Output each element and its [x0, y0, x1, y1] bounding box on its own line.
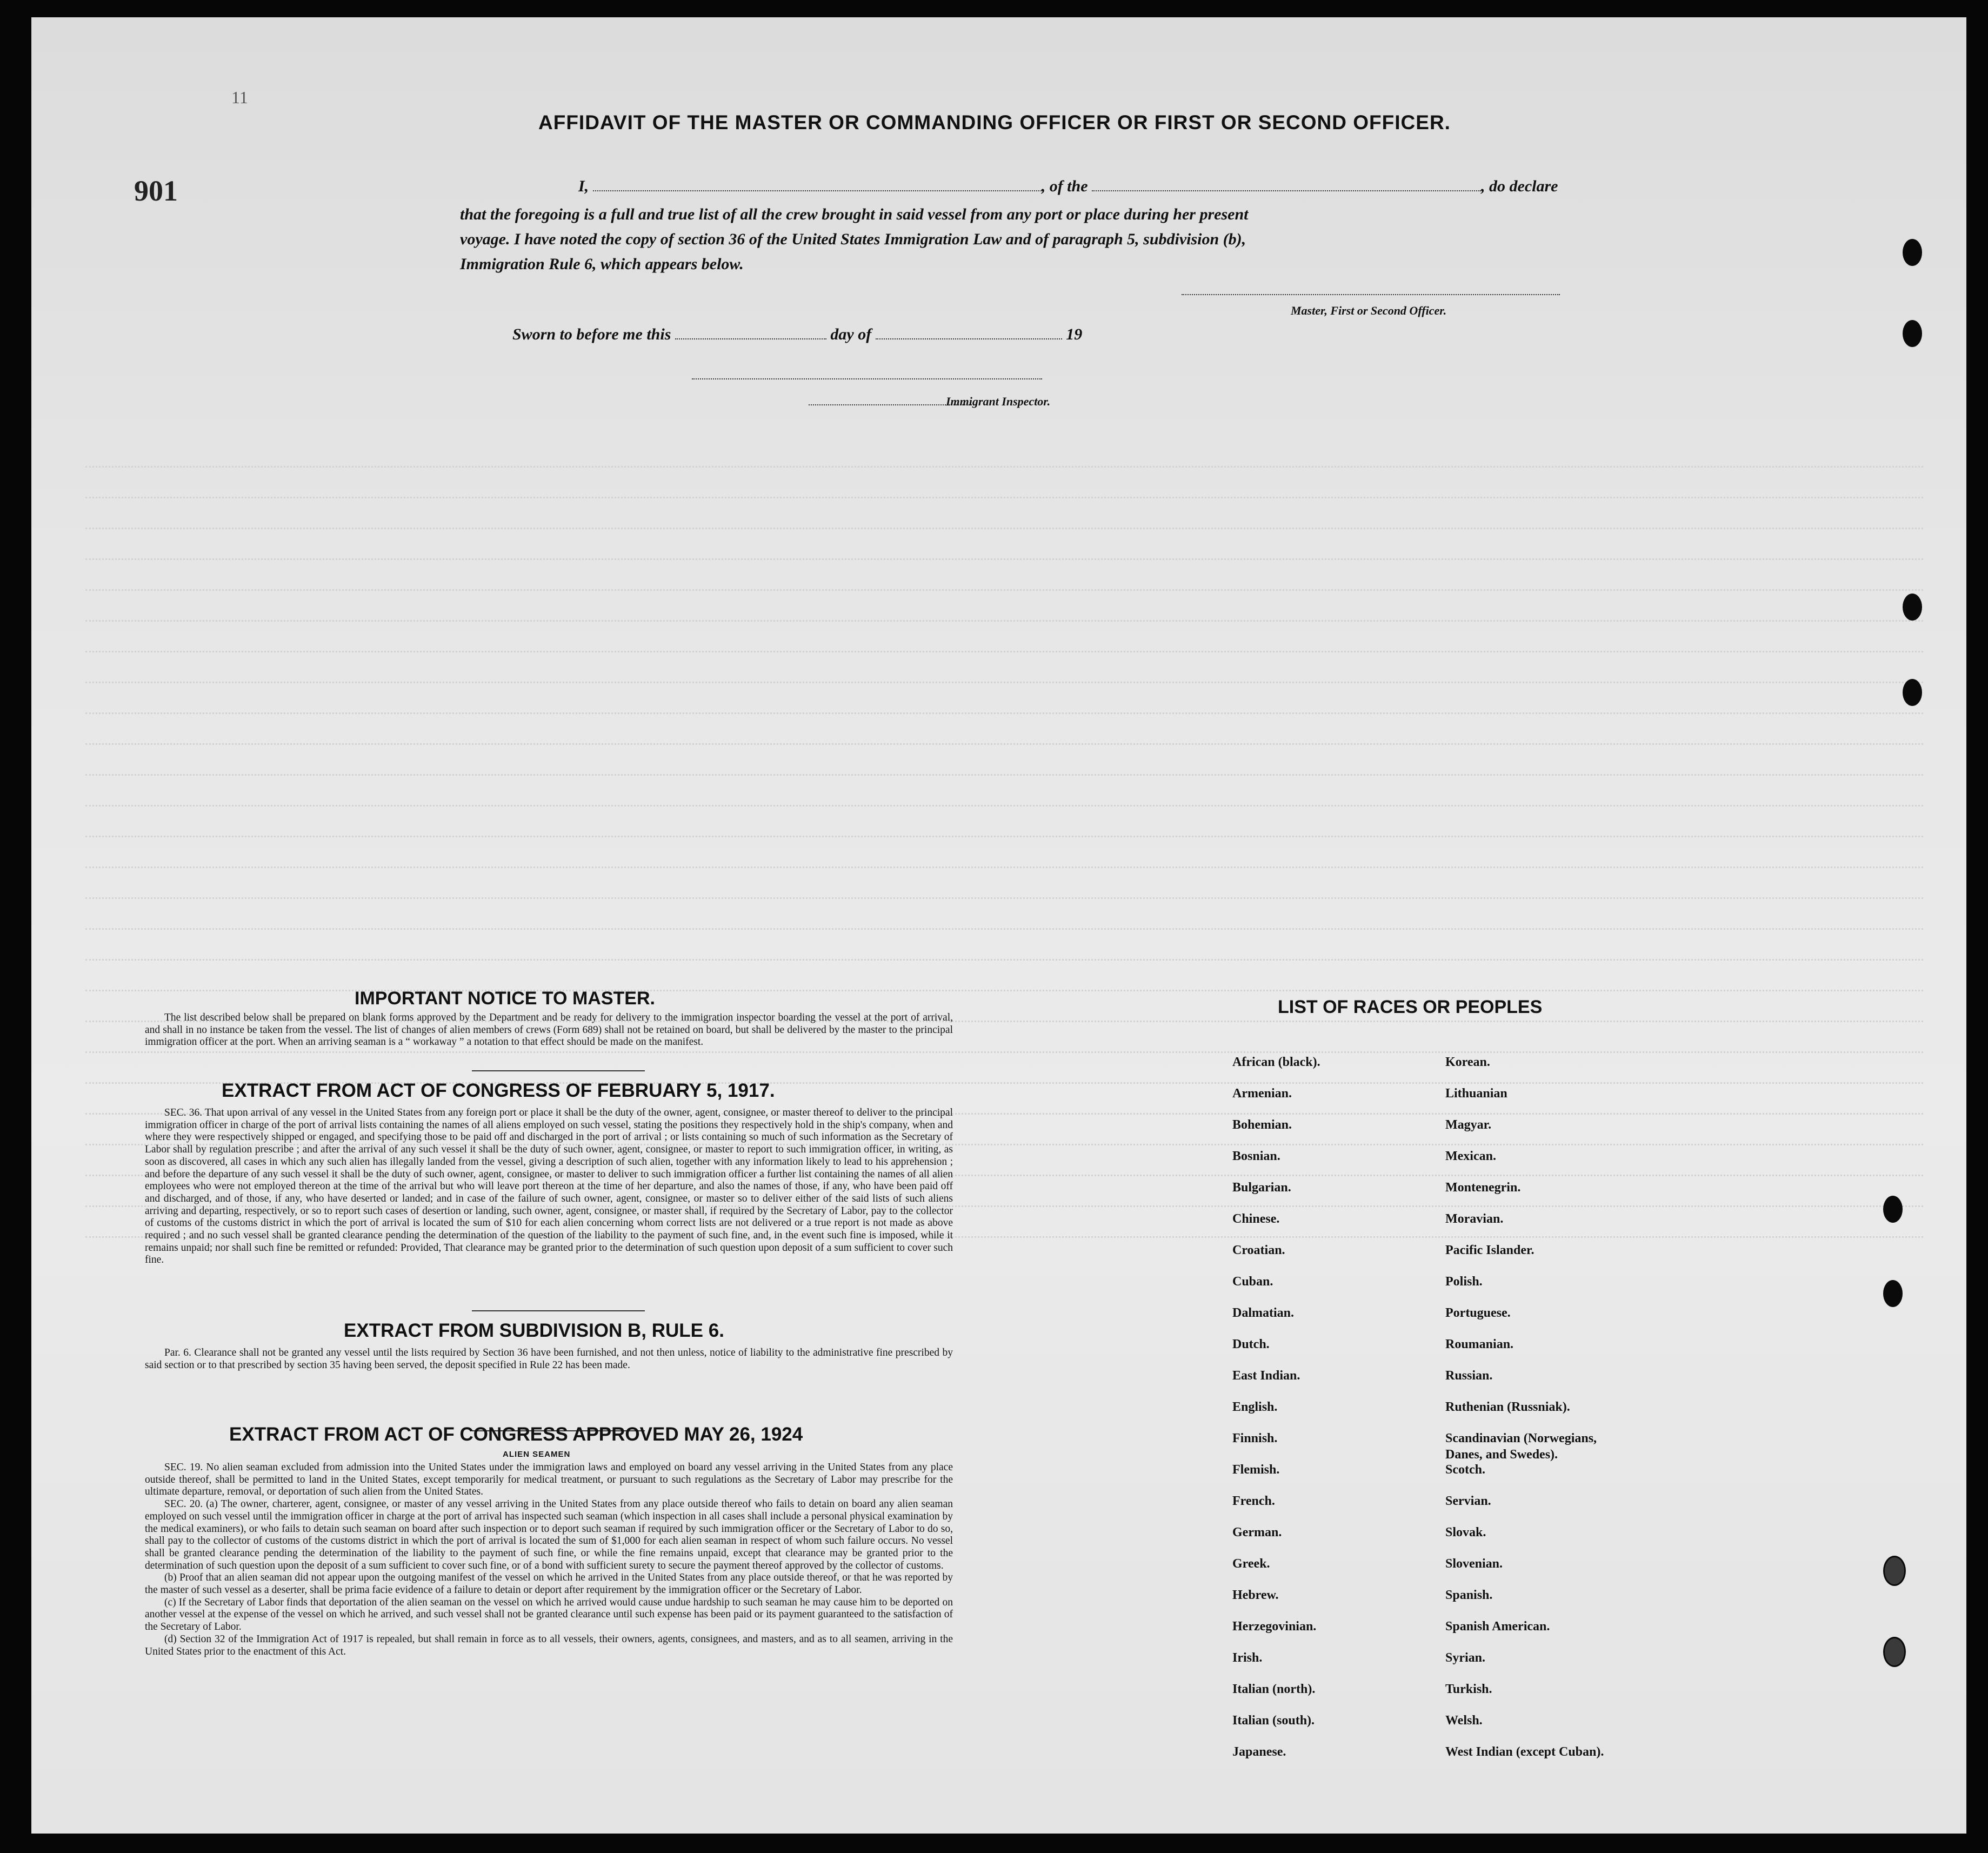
year-prefix: 19 [1066, 325, 1083, 343]
race-item: Lithuanian [1445, 1087, 1507, 1101]
affidavit-of-the: , of the [1041, 177, 1088, 195]
race-item: Japanese. [1232, 1745, 1286, 1759]
inspector-signature-label: Immigrant Inspector. [946, 395, 1051, 408]
bleed-through-row [85, 573, 1923, 591]
binder-hole [1883, 1280, 1903, 1307]
sworn-month-blank[interactable] [876, 338, 1062, 339]
affidavit-do-declare: , do declare [1481, 177, 1558, 195]
affidavit-i: I, [578, 177, 589, 195]
race-item: Roumanian. [1445, 1337, 1514, 1351]
bleed-through-row [85, 850, 1923, 868]
race-item: Cuban. [1232, 1275, 1273, 1289]
race-item: Italian (north). [1232, 1682, 1316, 1696]
bleed-through-row [85, 789, 1923, 806]
rule-6-title: EXTRACT FROM SUBDIVISION B, RULE 6. [344, 1320, 724, 1341]
race-item: Servian. [1445, 1494, 1491, 1508]
race-item: Dutch. [1232, 1337, 1270, 1351]
extract-1917-text [145, 1107, 953, 1267]
race-item: Irish. [1232, 1651, 1263, 1665]
races-list-right [1445, 1047, 1604, 1768]
race-item: Spanish American. [1445, 1619, 1550, 1634]
alien-seamen-subtitle: ALIEN SEAMEN [503, 1450, 571, 1459]
race-item: Flemish. [1232, 1463, 1280, 1477]
bleed-through-row [85, 881, 1923, 899]
race-item: Portuguese. [1445, 1306, 1511, 1320]
race-item: Pacific Islander. [1445, 1243, 1535, 1257]
binder-hole [1903, 679, 1922, 706]
inspector-extra-line [692, 378, 1042, 379]
binder-hole [1903, 239, 1922, 266]
race-item: Herzegovinian. [1232, 1619, 1317, 1634]
section-36-text: That upon arrival of any vessel in the United States from any foreign port or place it shall be the duty of the owner, agent, consignee, or master thereof to deliver to the principal immigration officer in charge of the port of arrival lists containing the names of all aliens employed on such vessel, stating the positions they respectively hold in the ship's company, when and where they were respectively shipped or engaged, and specifying those to be paid off and discharged in the port of arrival ; or lists containing so much of such information as the Secretary of Labor shall by regulation prescribe ; and after the arrival of any such vessel it shall be the duty of such owner, agent, consignee, or master to report to such immigration officer, in writing, as soon as discovered, all cases in which any such alien has illegally landed from the vessel, giving a description of such alien, together with any information likely to lead to his apprehension ; and before the departure of any such vessel it shall be the duty of such owner, agent, consignee, or master to deliver to such immigration officer a further list containing the names of all alien employees who were not employed thereon at the time of the arrival but who will leave port thereon at the time of her departure, and also the names of those, if any, who have been paid off and discharged, and of those, if any, who have deserted or landed; and in case of the failure of such owner, agent, consignee, or master so to deliver either of the said lists of such aliens arriving and departing, respectively, or so to report such cases of desertion or landing, such owner, agent, consignee, or master shall, if required by the Secretary of Labor, pay to the collector of customs of the customs district in which the port of arrival is located the sum of $10 for each alien concerning whom correct lists are not delivered or a true report is not made as above required ; and no such vessel shall be granted clearance pending the determination of the question of the liability to the payment of such fine, and, in the event such fine is imposed, while it remains unpaid; nor shall such fine be remitted or refunded: Provided, That clearance may be granted prior to the determination of such question upon deposit of a sum sufficient to cover such fine. [145, 1107, 953, 1266]
bleed-through-row [85, 727, 1923, 745]
race-item: African (black). [1232, 1055, 1320, 1069]
bleed-through-row [85, 511, 1923, 529]
bleed-through-row [85, 604, 1923, 622]
bleed-through-row [85, 943, 1923, 961]
vessel-name-blank[interactable] [1092, 190, 1481, 191]
notice-text: The list described below shall be prepared on blank forms approved by the Department and be ready for delivery to the immigration inspector boarding the vessel at the port of arrival, and shall in no instance be taken from the vessel. The list of changes of alien members of crews (Form 689) shall not be retained on board, but shall be delivered by the master to the principal immigration officer at the port. When an arriving seaman is a “ workaway ” a notation to that effect should be made on the manifest. [145, 1012, 953, 1048]
race-item: Syrian. [1445, 1651, 1486, 1665]
race-item: Russian. [1445, 1369, 1493, 1383]
race-item: Greek. [1232, 1557, 1270, 1571]
form-sheet [31, 17, 1966, 1834]
rule-6-text: Par. 6. Clearance shall not be granted any vessel until the lists required by Section 36 have been furnished, and not then unless, notice of liability to the administrative fine prescribed by said section or to that prescribed by section 35 having been served, the deposit specified in Rule 22 has been made. [145, 1347, 953, 1371]
divider [472, 1070, 645, 1071]
race-item: Hebrew. [1232, 1588, 1279, 1602]
race-item: Scandinavian (Norwegians, Danes, and Swedes). [1445, 1431, 1597, 1462]
race-item: Slovenian. [1445, 1557, 1503, 1571]
race-item: Armenian. [1232, 1087, 1292, 1101]
bleed-through-row [85, 912, 1923, 930]
races-list-left [1232, 1047, 1320, 1768]
sworn-line [512, 325, 1082, 344]
race-item: English. [1232, 1400, 1278, 1414]
notice-title: IMPORTANT NOTICE TO MASTER. [355, 988, 655, 1009]
binder-hole [1903, 594, 1922, 621]
race-item: East Indian. [1232, 1369, 1300, 1383]
section-36-label: SEC. 36. [164, 1107, 203, 1118]
bleed-through-row [85, 481, 1923, 498]
race-item: Welsh. [1445, 1714, 1483, 1728]
extract-1924-title: EXTRACT FROM ACT OF CONGRESS APPROVED MAY 26, 1924 [229, 1424, 803, 1445]
race-item: West Indian (except Cuban). [1445, 1745, 1604, 1759]
race-item: Ruthenian (Russniak). [1445, 1400, 1570, 1414]
affidavit-line-3: voyage. I have noted the copy of section 36 of the United States Immigration Law and of paragraph 5, subdivision (b), [460, 230, 1246, 248]
bleed-through-row [85, 635, 1923, 652]
section-20a-text: SEC. 20. (a) The owner, charterer, agent, consignee, or master of any vessel arriving in the United States from any place outside thereof who fails to detain on board any alien seaman employed on such vessel until the immigration officer in charge at the port of arrival has inspected such seaman (which inspection in all cases shall include a personal physical examination by the medical examiners), or who fails to detain such seaman on board after such inspection or to deport such seaman if required by such immigration officer or the Secretary of Labor to do so, shall pay to the collector of customs of the customs district in which the port of arrival is located the sum of $1,000 for each alien seaman in respect of whom such failure occurs. No vessel shall be granted clearance pending the determination of the liability to the payment of such fine, or while the fine remains unpaid, except that clearance may be granted prior to the determination of such question upon the deposit of a sum sufficient to cover such fine, or of a bond with sufficient surety to secure the payment thereof approved by the collector of customs. [145, 1498, 953, 1571]
master-signature-line[interactable] [1182, 294, 1560, 295]
binder-hole [1883, 1556, 1906, 1586]
extract-1917-title: EXTRACT FROM ACT OF CONGRESS OF FEBRUARY 5, 1917. [222, 1080, 775, 1101]
races-title: LIST OF RACES OR PEOPLES [1278, 997, 1543, 1017]
race-item: Scotch. [1445, 1463, 1485, 1477]
section-20b-text: (b) Proof that an alien seaman did not appear upon the outgoing manifest of the vessel on which he arrived in the United States from any place outside thereof, or that he was reported by the master of such vessel as a deserter, shall be prima facie evidence of a failure to detain or deport after requirement by the immigration officer or the Secretary of Labor. [145, 1572, 953, 1596]
race-item: Turkish. [1445, 1682, 1492, 1696]
section-19-text: SEC. 19. No alien seaman excluded from admission into the United States under the immigration laws and employed on board any vessel arriving in the United States from any place outside thereof, shall be permitted to land in the United States, except temporarily for medical treatment, or pursuant to such regulations as the Secretary of Labor may prescribe for the ultimate departure, removal, or deportation of such alien from the United States. [145, 1462, 953, 1498]
day-of-text: day of [830, 325, 872, 343]
race-item: Magyar. [1445, 1118, 1492, 1132]
race-item: Bulgarian. [1232, 1181, 1291, 1195]
affidavit-title: AFFIDAVIT OF THE MASTER OR COMMANDING OFFICER OR FIRST OR SECOND OFFICER. [538, 111, 1451, 134]
race-item: Moravian. [1445, 1212, 1504, 1226]
bleed-through-row [85, 696, 1923, 714]
race-item: Croatian. [1232, 1243, 1285, 1257]
race-item: Mexican. [1445, 1149, 1496, 1163]
race-item: Chinese. [1232, 1212, 1280, 1226]
binder-hole [1883, 1637, 1906, 1667]
bleed-through-row [85, 542, 1923, 560]
sworn-text: Sworn to before me this [512, 325, 671, 343]
corner-stamp: 11 [231, 88, 248, 107]
race-item: Bohemian. [1232, 1118, 1292, 1132]
sworn-day-blank[interactable] [675, 338, 826, 339]
race-item: Montenegrin. [1445, 1181, 1521, 1195]
race-item: German. [1232, 1525, 1282, 1539]
section-20d-text: (d) Section 32 of the Immigration Act of 1917 is repealed, but shall remain in force as to all vessels, their owners, agents, consignees, and masters, and as to all seamen, arriving in the United States prior to the enactment of this Act. [145, 1633, 953, 1657]
race-item: Korean. [1445, 1055, 1490, 1069]
divider [472, 1310, 645, 1311]
race-item: Bosnian. [1232, 1149, 1280, 1163]
race-item: Slovak. [1445, 1525, 1486, 1539]
extract-1924-text [145, 1462, 953, 1658]
master-signature-label: Master, First or Second Officer. [1291, 304, 1447, 317]
race-item: Polish. [1445, 1275, 1483, 1289]
bleed-through-row [85, 450, 1923, 468]
race-item: Finnish. [1232, 1431, 1278, 1445]
master-name-blank[interactable] [593, 190, 1042, 191]
race-item: Italian (south). [1232, 1714, 1315, 1728]
bleed-through-row [85, 819, 1923, 837]
race-item: Spanish. [1445, 1588, 1493, 1602]
binder-hole [1903, 320, 1922, 347]
section-20c-text: (c) If the Secretary of Labor finds that deportation of the alien seaman on the vessel on which he arrived would cause undue hardship to such seaman he may cause him to be deported on another vessel at the expense of the vessel on which he arrived, and such vessel shall not be granted clearance until such expense has been paid or its payment guaranteed to the satisfaction of the Secretary of Labor. [145, 1596, 953, 1633]
race-item: Dalmatian. [1232, 1306, 1294, 1320]
affidavit-line-2: that the foregoing is a full and true list of all the crew brought in said vessel from any port or place during her present [460, 205, 1249, 223]
affidavit-line-4: Immigration Rule 6, which appears below. [460, 255, 744, 273]
page-number: 901 [134, 175, 178, 207]
affidavit-declaration-line [578, 177, 1558, 196]
race-item: French. [1232, 1494, 1275, 1508]
bleed-through-row [85, 758, 1923, 776]
bleed-through-row [85, 665, 1923, 683]
binder-hole [1883, 1196, 1903, 1223]
